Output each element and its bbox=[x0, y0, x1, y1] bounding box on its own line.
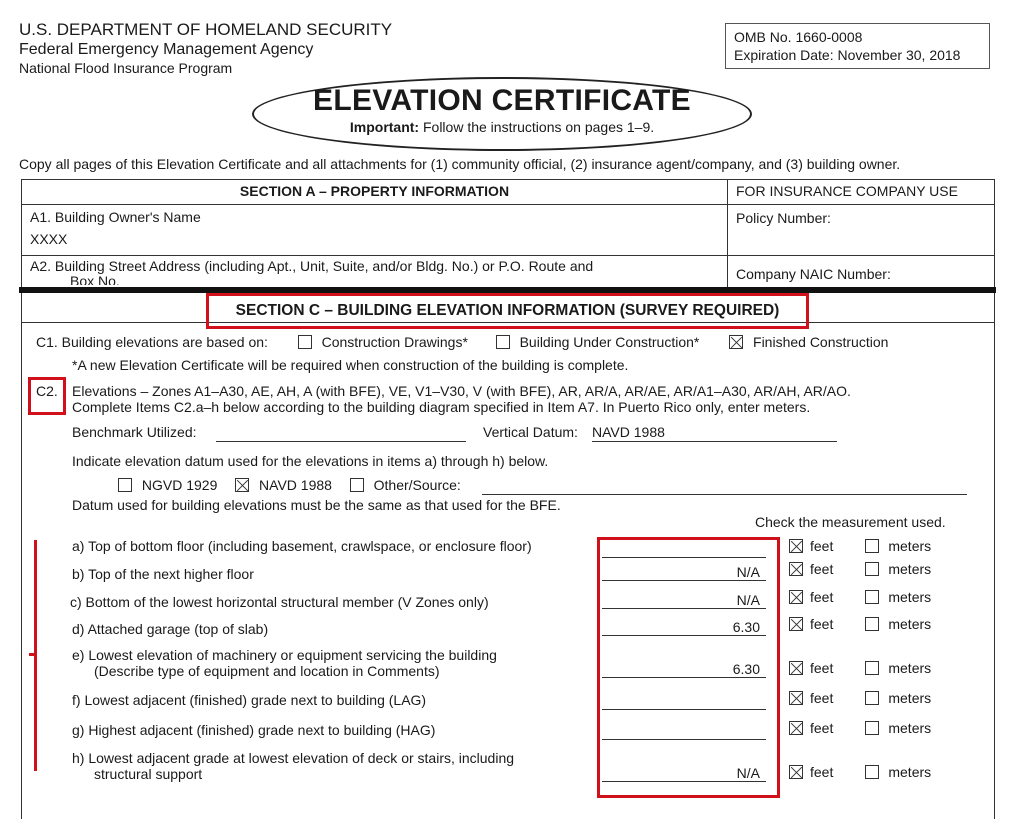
feet-label: feet bbox=[810, 764, 834, 780]
elevation-item-label bbox=[72, 750, 514, 782]
feet-checkbox[interactable] bbox=[789, 661, 803, 675]
meters-checkbox[interactable] bbox=[865, 765, 879, 779]
policy-number-label: Policy Number: bbox=[736, 210, 831, 226]
measurement-unit-options bbox=[789, 616, 931, 632]
finished-construction-checkbox[interactable] bbox=[729, 335, 743, 349]
section-a-title: SECTION A – PROPERTY INFORMATION bbox=[239, 183, 510, 199]
insurance-use-title: FOR INSURANCE COMPANY USE bbox=[736, 183, 958, 199]
benchmark-field[interactable] bbox=[216, 424, 466, 442]
c2-tag: C2. bbox=[36, 383, 58, 399]
program-name: National Flood Insurance Program bbox=[19, 59, 233, 76]
measurement-unit-options bbox=[789, 538, 931, 554]
agency-name: Federal Emergency Management Agency bbox=[19, 41, 314, 59]
elevation-value-field[interactable]: 6.30 bbox=[602, 618, 766, 636]
meters-checkbox[interactable] bbox=[865, 590, 879, 604]
feet-label: feet bbox=[810, 561, 834, 577]
c2-zones: Elevations – Zones A1–A30, AE, AH, A (with BFE), VE, V1–V30, V (with BFE), AR, AR/A, AR/AE, AR/A1–A30, AR/AH, AR/AO. bbox=[72, 383, 851, 399]
under-construction-label: Building Under Construction* bbox=[519, 334, 700, 350]
elevation-value-field[interactable] bbox=[602, 692, 766, 710]
meters-label: meters bbox=[888, 538, 932, 554]
other-source-checkbox[interactable] bbox=[350, 478, 364, 492]
check-measurement-label: Check the measurement used. bbox=[755, 514, 946, 530]
elevation-value-field[interactable]: 6.30 bbox=[602, 660, 766, 678]
finished-construction-label: Finished Construction bbox=[753, 334, 889, 350]
divider bbox=[21, 204, 995, 205]
feet-label: feet bbox=[810, 690, 834, 706]
vertical-datum-label: Vertical Datum: bbox=[483, 424, 578, 440]
certificate-title: ELEVATION CERTIFICATE bbox=[313, 84, 691, 117]
omb-box bbox=[725, 23, 990, 69]
measurement-unit-options bbox=[789, 690, 931, 706]
feet-checkbox[interactable] bbox=[789, 721, 803, 735]
feet-checkbox[interactable] bbox=[789, 539, 803, 553]
elevation-item-subtext: structural support bbox=[94, 766, 203, 783]
meters-label: meters bbox=[888, 720, 932, 736]
elevation-item-label bbox=[72, 692, 426, 708]
ngvd-1929-checkbox[interactable] bbox=[118, 478, 132, 492]
meters-checkbox[interactable] bbox=[865, 539, 879, 553]
meters-label: meters bbox=[888, 561, 932, 577]
divider bbox=[21, 255, 995, 256]
measurement-unit-options bbox=[789, 764, 931, 780]
c1-label: C1. Building elevations are based on: bbox=[36, 334, 268, 350]
elevation-item-label bbox=[72, 722, 435, 738]
elevation-value-field[interactable] bbox=[602, 540, 766, 558]
feet-checkbox[interactable] bbox=[789, 562, 803, 576]
elevation-item-text: d) Attached garage (top of slab) bbox=[72, 621, 269, 637]
datum-note: Datum used for building elevations must be the same as that used for the BFE. bbox=[72, 497, 561, 513]
elevation-item-text: g) Highest adjacent (finished) grade next to building (HAG) bbox=[72, 722, 436, 738]
a2-label-line1: A2. Building Street Address (including Apt., Unit, Suite, and/or Bldg. No.) or P.O. Route and bbox=[30, 258, 594, 274]
feet-checkbox[interactable] bbox=[789, 617, 803, 631]
construction-drawings-label: Construction Drawings* bbox=[321, 334, 468, 350]
feet-label: feet bbox=[810, 589, 834, 605]
meters-label: meters bbox=[888, 764, 932, 780]
c1-row bbox=[36, 334, 888, 350]
expiration-date: Expiration Date: November 30, 2018 bbox=[734, 46, 961, 63]
elevation-item-text: h) Lowest adjacent grade at lowest elevation of deck or stairs, including bbox=[72, 750, 515, 766]
datum-options bbox=[118, 477, 461, 493]
meters-checkbox[interactable] bbox=[865, 721, 879, 735]
elevation-item-text: f) Lowest adjacent (finished) grade next to building (LAG) bbox=[72, 692, 427, 708]
feet-checkbox[interactable] bbox=[789, 691, 803, 705]
c2-instructions: Complete Items C2.a–h below according to the building diagram specified in Item A7. In Puerto Rico only, enter meters. bbox=[72, 399, 811, 416]
feet-label: feet bbox=[810, 660, 834, 676]
section-c-title: SECTION C – BUILDING ELEVATION INFORMATION (SURVEY REQUIRED) bbox=[235, 302, 780, 319]
meters-checkbox[interactable] bbox=[865, 661, 879, 675]
other-source-label: Other/Source: bbox=[373, 477, 461, 493]
feet-checkbox[interactable] bbox=[789, 590, 803, 604]
navd-1988-label: NAVD 1988 bbox=[259, 477, 332, 493]
benchmark-label: Benchmark Utilized: bbox=[72, 424, 197, 440]
elevation-item-label bbox=[72, 621, 268, 637]
meters-checkbox[interactable] bbox=[865, 562, 879, 576]
feet-label: feet bbox=[810, 720, 834, 736]
elevation-item-text: b) Top of the next higher floor bbox=[72, 566, 254, 582]
feet-checkbox[interactable] bbox=[789, 765, 803, 779]
elevation-item-label bbox=[72, 538, 532, 554]
elevation-item-label bbox=[72, 647, 497, 679]
meters-checkbox[interactable] bbox=[865, 617, 879, 631]
vertical-datum-field[interactable]: NAVD 1988 bbox=[592, 424, 837, 442]
meters-checkbox[interactable] bbox=[865, 691, 879, 705]
elevation-value-field[interactable]: N/A bbox=[602, 591, 766, 609]
elevation-value-field[interactable]: N/A bbox=[602, 563, 766, 581]
elevation-value-field[interactable]: N/A bbox=[602, 764, 766, 782]
meters-label: meters bbox=[888, 616, 932, 632]
feet-label: feet bbox=[810, 538, 834, 554]
feet-label: feet bbox=[810, 616, 834, 632]
meters-label: meters bbox=[888, 690, 932, 706]
a1-owner-name[interactable]: XXXX bbox=[30, 231, 68, 247]
c1-note: *A new Elevation Certificate will be required when construction of the building is complete. bbox=[72, 357, 629, 373]
important-text: Follow the instructions on pages 1–9. bbox=[419, 119, 655, 135]
a2-label bbox=[30, 259, 593, 285]
agency-header bbox=[19, 20, 392, 76]
elevation-item-subtext: (Describe type of equipment and location in Comments) bbox=[94, 663, 440, 680]
under-construction-checkbox[interactable] bbox=[496, 335, 510, 349]
copy-instructions: Copy all pages of this Elevation Certificate and all attachments for (1) community official, (2) insurance agent/company, and (3) building owner. bbox=[19, 156, 901, 172]
elevation-item-label bbox=[70, 594, 489, 610]
other-source-field[interactable] bbox=[482, 493, 967, 495]
important-label: Important: bbox=[349, 119, 420, 135]
section-c-title-highlight bbox=[206, 293, 809, 329]
elevation-item-text: e) Lowest elevation of machinery or equipment servicing the building bbox=[72, 647, 497, 663]
meters-label: meters bbox=[888, 589, 932, 605]
elevation-value-field[interactable] bbox=[602, 722, 766, 740]
measurement-unit-options bbox=[789, 660, 931, 676]
measurement-unit-options bbox=[789, 561, 931, 577]
department-name: U.S. DEPARTMENT OF HOMELAND SECURITY bbox=[19, 20, 393, 39]
naic-number-label: Company NAIC Number: bbox=[736, 266, 891, 282]
column-divider bbox=[727, 179, 728, 287]
datum-instruction: Indicate elevation datum used for the elevations in items a) through h) below. bbox=[72, 453, 549, 469]
measurement-unit-options bbox=[789, 589, 931, 605]
elevation-item-label bbox=[72, 566, 254, 582]
measurement-unit-options bbox=[789, 720, 931, 736]
ngvd-1929-label: NGVD 1929 bbox=[141, 477, 218, 493]
construction-drawings-checkbox[interactable] bbox=[298, 335, 312, 349]
a2-label-line2: Box No. bbox=[70, 273, 120, 285]
meters-label: meters bbox=[888, 660, 932, 676]
navd-1988-checkbox[interactable] bbox=[235, 478, 249, 492]
important-note bbox=[252, 119, 752, 135]
a1-label: A1. Building Owner's Name bbox=[30, 209, 201, 225]
bracket-tick bbox=[29, 653, 37, 656]
elevation-item-text: c) Bottom of the lowest horizontal structural member (V Zones only) bbox=[70, 594, 489, 610]
omb-number: OMB No. 1660-0008 bbox=[734, 29, 863, 45]
c2-description bbox=[72, 383, 851, 415]
elevation-item-text: a) Top of bottom floor (including basement, crawlspace, or enclosure floor) bbox=[72, 538, 532, 554]
